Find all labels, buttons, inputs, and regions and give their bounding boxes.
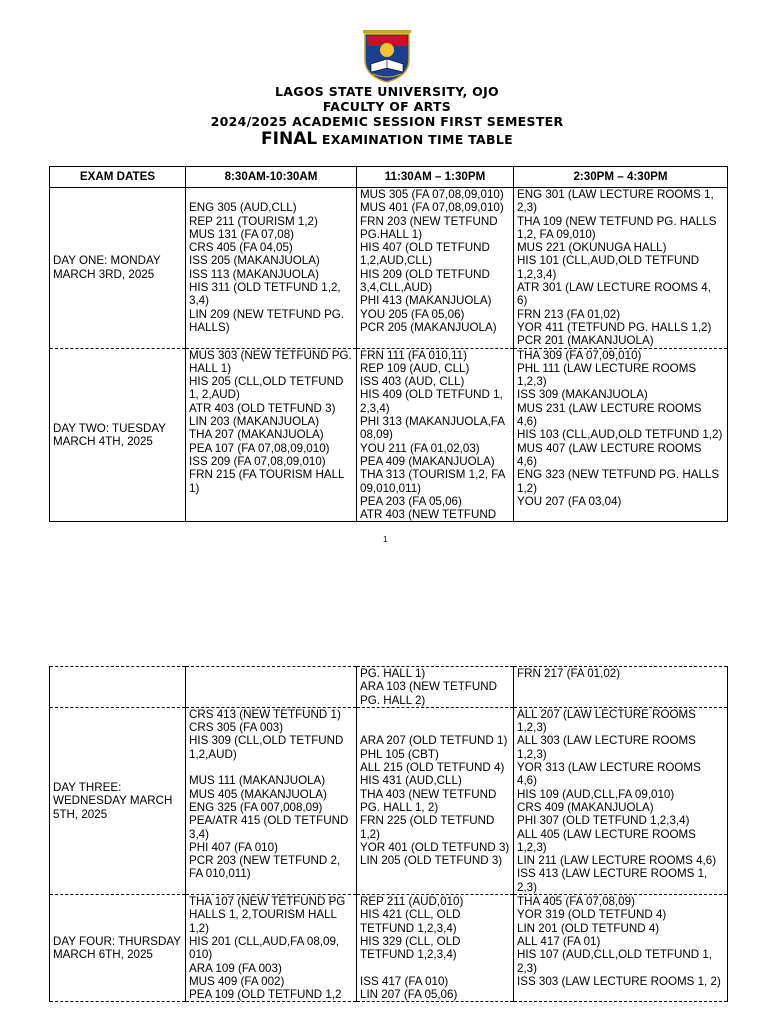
exam-entry: PHI 407 (FA 010) (189, 840, 278, 854)
table-row-day-three (50, 707, 728, 894)
exam-entry: MUS 131 (FA 07,08) (189, 227, 295, 241)
midday-cell (357, 348, 514, 522)
exam-entry: HIS 431 (AUD,CLL) (360, 774, 462, 788)
exam-entry: LIN 211 (LAW LECTURE ROOMS 4,6) (517, 854, 717, 868)
exam-entry: THA 313 (TOURISM 1,2, FA 09,010,011) (360, 468, 505, 495)
timetable-title (0, 129, 768, 150)
morning-cell (186, 348, 357, 522)
exam-entry: ALL 207 (LAW LECTURE ROOMS 1,2,3) (517, 707, 696, 735)
exam-entry: YOU 211 (FA 01,02,03) (360, 441, 480, 455)
afternoon-cell (514, 667, 728, 708)
exam-entry: FRN 213 (FA 01,02) (517, 307, 621, 321)
exam-entry: ENG 305 (AUD,CLL) (189, 201, 297, 215)
exam-entry: PHL 111 (LAW LECTURE ROOMS 1,2,3) (517, 361, 697, 389)
exam-entry: ATR 403 (NEW TETFUND (360, 508, 497, 522)
exam-entry: FRN 225 (OLD TETFUND 1,2) (360, 814, 495, 841)
university-crest-logo (361, 28, 413, 84)
timetable-page-two (49, 666, 728, 1002)
exam-entry: ISS 113 (MAKANJUOLA) (189, 267, 319, 281)
exam-entry: ISS 403 (AUD, CLL) (360, 375, 465, 389)
exam-entry: MUS 405 (MAKANJUOLA) (189, 787, 327, 801)
exam-entry: ALL 405 (LAW LECTURE ROOMS 1,2,3) (517, 827, 696, 854)
university-name: LAGOS STATE UNIVERSITY, OJO (275, 84, 499, 99)
exam-entry: REP 211 (AUD,010) (360, 895, 464, 909)
exam-entry: LIN 207 (FA 05,06) (360, 988, 458, 1002)
morning-cell (186, 188, 357, 349)
exam-entry: PHI 313 (MAKANJUOLA,FA 08,09) (360, 415, 505, 442)
exam-entry: HIS 309 (CLL,OLD TETFUND 1,2,AUD) (189, 734, 344, 761)
exam-entry: ENG 301 (LAW LECTURE ROOMS 1, 2,3) (517, 188, 714, 215)
midday-cell (357, 895, 514, 1002)
table-row-day-four (50, 895, 728, 1002)
exam-entry: THA 109 (NEW TETFUND PG. HALLS 1,2, FA 09,010) (517, 214, 717, 241)
exam-entry: PEA 203 (FA 05,06) (360, 494, 462, 508)
exam-entry: MUS 231 (LAW LECTURE ROOMS 4,6) (517, 401, 702, 429)
exam-entry: HIS 407 (OLD TETFUND 1,2,AUD,CLL) (360, 241, 490, 268)
exam-entry: FRN 217 (FA 01,02) (517, 667, 621, 680)
afternoon-cell (514, 707, 728, 894)
exam-entry: PHL 105 (CBT) (360, 747, 439, 761)
afternoon-cell (514, 348, 728, 522)
exam-entry: PG. HALL 1) (360, 667, 426, 680)
exam-entry: HIS 209 (OLD TETFUND 3,4,CLL,AUD) (360, 267, 490, 295)
exam-entry: HIS 107 (AUD,CLL,OLD TETFUND 1, 2,3) (517, 948, 712, 975)
exam-entry: ARA 103 (NEW TETFUND PG. HALL 2) (360, 680, 498, 707)
exam-entry: MUS 221 (OKUNUGA HALL) (517, 241, 667, 255)
exam-entry: MUS 409 (FA 002) (189, 974, 285, 988)
exam-entry: YOU 205 (FA 05,06) (360, 307, 465, 321)
exam-entry: MUS 111 (MAKANJUOLA) (189, 774, 326, 788)
day-cell: DAY TWO: TUESDAY MARCH 4TH, 2025 (50, 348, 186, 522)
exam-entry: THA 309 (FA 07,09,010) (517, 348, 642, 362)
exam-entry: FRN 215 (FA TOURISM HALL 1) (189, 468, 345, 495)
exam-entry: YOR 313 (LAW LECTURE ROOMS 4,6) (517, 761, 701, 788)
day-cell: DAY FOUR: THURSDAY MARCH 6TH, 2025 (50, 895, 186, 1002)
exam-entry: ARA 207 (OLD TETFUND 1) (360, 734, 508, 748)
exam-entry: ATR 301 (LAW LECTURE ROOMS 4, 6) (517, 281, 711, 308)
exam-entry: THA 405 (FA 07,08,09) (517, 895, 635, 909)
exam-entry: ALL 303 (LAW LECTURE ROOMS 1,2,3) (517, 734, 696, 761)
day-cell: DAY THREE: WEDNESDAY MARCH 5TH, 2025 (50, 707, 186, 894)
header-afternoon-slot: 2:30PM – 4:30PM (514, 167, 728, 188)
exam-entry: HIS 103 (CLL,AUD,OLD TETFUND 1,2) (517, 428, 723, 442)
exam-entry: PHI 307 (OLD TETFUND 1,2,3,4) (517, 814, 690, 828)
blank-line (360, 962, 510, 975)
table-row-continuation (50, 667, 728, 708)
exam-entry: THA 403 (NEW TETFUND PG. HALL 1, 2) (360, 787, 497, 814)
midday-cell (357, 667, 514, 708)
morning-cell-empty (186, 667, 357, 708)
exam-entry: LIN 203 (MAKANJUOLA) (189, 415, 320, 429)
exam-entry: HIS 409 (OLD TETFUND 1, 2,3,4) (360, 388, 503, 415)
page-number: 1 (383, 535, 388, 544)
session-line: 2024/2025 ACADEMIC SESSION FIRST SEMESTER (210, 114, 564, 129)
page-gap (0, 560, 768, 630)
day-cell: DAY ONE: MONDAY MARCH 3RD, 2025 (50, 188, 186, 349)
exam-entry: FRN 111 (FA 010,11) (360, 348, 467, 362)
afternoon-cell (514, 895, 728, 1002)
midday-cell (357, 188, 514, 349)
exam-entry: YOU 207 (FA 03,04) (517, 494, 622, 508)
exam-entry: HIS 421 (CLL, OLD TETFUND 1,2,3,4) (360, 908, 461, 935)
exam-entry: THA 207 (MAKANJUOLA) (189, 428, 324, 442)
exam-entry: ENG 325 (FA 007,008,09) (189, 800, 323, 814)
exam-entry: ALL 215 (OLD TETFUND 4) (360, 761, 505, 775)
exam-entry: ISS 209 (FA 07,08,09,010) (189, 454, 326, 468)
exam-entry: FRN 203 (NEW TETFUND PG.HALL 1) (360, 214, 498, 241)
exam-entry: HIS 109 (AUD,CLL,FA 09,010) (517, 787, 675, 801)
exam-entry: ATR 403 (OLD TETFUND 3) (189, 401, 336, 415)
midday-cell (357, 707, 514, 894)
table-row-day-two (50, 348, 728, 522)
exam-entry: REP 109 (AUD, CLL) (360, 361, 470, 375)
exam-entry: YOR 401 (OLD TETFUND 3) (360, 840, 510, 854)
header-midday-slot: 11:30AM – 1:30PM (357, 167, 514, 188)
exam-entry: MUS 305 (FA 07,08,09,010) (360, 188, 504, 201)
exam-entry: MUS 303 (NEW TETFUND PG. HALL 1) (189, 348, 352, 375)
exam-entry: YOR 411 (TETFUND PG. HALLS 1,2) (517, 320, 712, 334)
exam-entry: PEA 109 (OLD TETFUND 1,2 (189, 988, 342, 1002)
exam-entry: PEA 107 (FA 07,08,09,010) (189, 441, 330, 455)
exam-entry: PHI 413 (MAKANJUOLA) (360, 294, 492, 308)
morning-cell (186, 707, 357, 894)
exam-entry: PCR 205 (MAKANJUOLA) (360, 320, 497, 334)
table-row-day-one (50, 188, 728, 349)
exam-entry: CRS 305 (FA 003) (189, 721, 284, 735)
exam-entry: ISS 309 (MAKANJUOLA) (517, 388, 648, 402)
blank-line (189, 761, 353, 774)
title-rest: EXAMINATION TIME TABLE (317, 132, 513, 147)
afternoon-cell (514, 188, 728, 349)
exam-entry: HIS 205 (CLL,OLD TETFUND 1, 2,AUD) (189, 375, 344, 402)
exam-entry: LIN 205 (OLD TETFUND 3) (360, 854, 503, 868)
exam-entry: PCR 203 (NEW TETFUND 2, FA 010,011) (189, 854, 341, 881)
document-header (0, 84, 768, 150)
day-cell-empty (50, 667, 186, 708)
exam-entry: REP 211 (TOURISM 1,2) (189, 214, 318, 228)
exam-entry: ISS 205 (MAKANJUOLA) (189, 254, 320, 268)
timetable-page-one (49, 166, 728, 522)
exam-entry: ISS 303 (LAW LECTURE ROOMS 1, 2) (517, 974, 721, 988)
exam-entry: MUS 407 (LAW LECTURE ROOMS 4,6) (517, 441, 702, 468)
exam-entry: LIN 209 (NEW TETFUND PG. HALLS) (189, 307, 345, 334)
exam-entry: ARA 109 (FA 003) (189, 961, 282, 975)
exam-entry: HIS 101 (CLL,AUD,OLD TETFUND 1,2,3,4) (517, 254, 700, 281)
exam-entry: HIS 329 (CLL, OLD TETFUND 1,2,3,4) (360, 934, 461, 962)
header-morning-slot: 8:30AM-10:30AM (186, 167, 357, 188)
exam-entry: CRS 409 (MAKANJUOLA) (517, 800, 654, 814)
exam-entry: LIN 201 (OLD TETFUND 4) (517, 921, 660, 935)
exam-entry: CRS 413 (NEW TETFUND 1) (189, 707, 341, 721)
exam-entry: THA 107 (NEW TETFUND PG HALLS 1, 2,TOURISM HALL 1,2) (189, 895, 346, 935)
exam-entry: ENG 323 (NEW TETFUND PG. HALLS 1,2) (517, 468, 720, 495)
table-header-row (50, 167, 728, 188)
exam-entry: MUS 401 (FA 07,08,09,010) (360, 201, 504, 215)
exam-entry: PCR 201 (MAKANJUOLA) (517, 334, 654, 348)
exam-entry: ISS 417 (FA 010) (360, 974, 449, 988)
header-exam-dates: EXAM DATES (50, 167, 186, 188)
exam-entry: CRS 405 (FA 04,05) (189, 241, 293, 255)
exam-entry: PEA 409 (MAKANJUOLA) (360, 454, 495, 468)
exam-entry: PEA/ATR 415 (OLD TETFUND 3,4) (189, 814, 349, 841)
title-final: FINAL (261, 129, 318, 149)
exam-entry: YOR 319 (OLD TETFUND 4) (517, 908, 667, 922)
exam-entry: ALL 417 (FA 01) (517, 934, 601, 948)
faculty-name: FACULTY OF ARTS (322, 99, 452, 114)
exam-entry: ISS 413 (LAW LECTURE ROOMS 1, 2,3) (517, 867, 708, 894)
exam-entry: HIS 311 (OLD TETFUND 1,2, 3,4) (189, 281, 341, 308)
morning-cell (186, 895, 357, 1002)
exam-entry: HIS 201 (CLL,AUD,FA 08,09, 010) (189, 934, 340, 962)
